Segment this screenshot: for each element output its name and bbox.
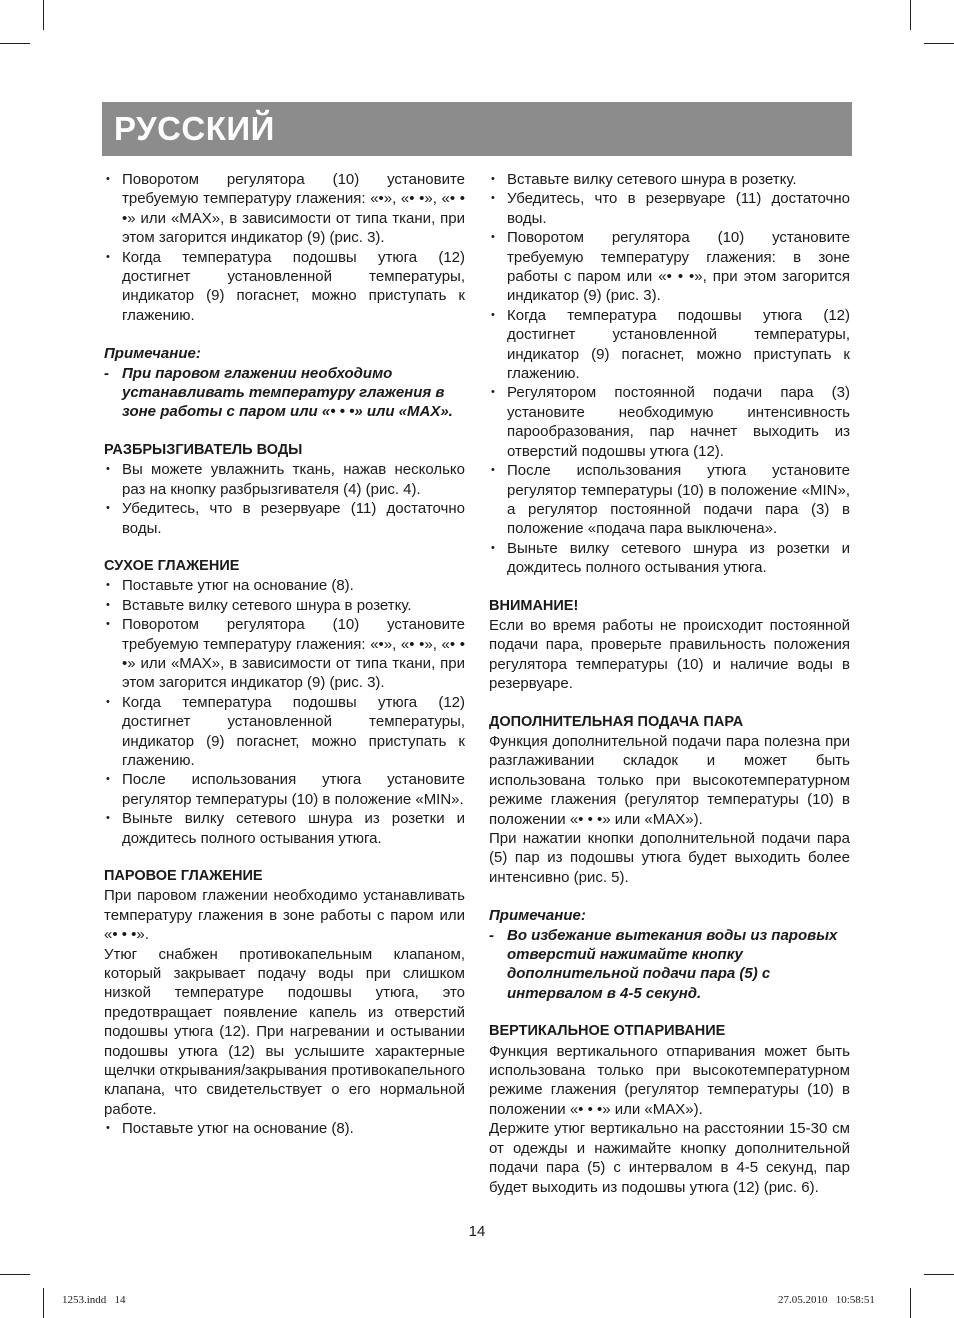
crop-mark bbox=[910, 0, 911, 30]
crop-mark bbox=[43, 1288, 44, 1318]
list-item: • Вставьте вилку сетевого шнура в розетку. bbox=[104, 596, 465, 615]
section-title-dry-ironing: СУХОЕ ГЛАЖЕНИЕ bbox=[104, 557, 240, 574]
left-column bbox=[104, 170, 465, 1139]
paragraph: При нажатии кнопки дополнительной подачи пара (5) пар из подошвы утюга будет выходить более интенсивно (рис. 5). bbox=[489, 830, 850, 886]
list-item: • Вставьте вилку сетевого шнура в розетку. bbox=[489, 170, 850, 189]
list-item: • Убедитесь, что в резервуаре (11) достаточно воды. bbox=[489, 189, 850, 228]
paragraph: При паровом глажении необходимо устанавливать температуру глажения в зоне работы с паром или «• • •». bbox=[104, 887, 465, 944]
right-column bbox=[489, 170, 850, 1197]
list-item: • Регулятором постоянной подачи пара (3) установите необходимую интенсивность парообразования, пар начнет выходить из отверстий подошвы утюга (12). bbox=[489, 383, 850, 461]
list-item: • После использования утюга установите регулятор температуры (10) в положение «MIN», а регулятор постоянной подачи пара (3) в положение «подача пара выключена». bbox=[489, 461, 850, 539]
page-number: 14 bbox=[468, 1223, 486, 1240]
paragraph: Если во время работы не происходит постоянной подачи пара, проверьте правильность положения регулятора температуры (10) и наличие воды в резервуаре. bbox=[489, 616, 850, 693]
language-header-bar bbox=[102, 102, 852, 156]
crop-mark bbox=[910, 1288, 911, 1318]
section-title-sprayer: РАЗБРЫЗГИВАТЕЛЬ ВОДЫ bbox=[104, 441, 303, 458]
note-text: - Во избежание вытекания воды из паровых отверстий нажимайте кнопку дополнительной подачи пара (5) с интервалом в 4-5 секунд. bbox=[489, 926, 838, 1002]
list-item: • Поворотом регулятора (10) установите требуемую температуру глажения: «•», «• •», «• • •» или «MAX», в зависимости от типа ткани, при этом загорится индикатор (9) (рис. 3). bbox=[104, 615, 465, 693]
list-item: • Поворотом регулятора (10) установите требуемую температуру глажения: в зоне работы с паром или «• • •», при этом загорится индикатор (9) (рис. 3). bbox=[489, 228, 850, 306]
list-item: • Когда температура подошвы утюга (12) достигнет установленной температуры, индикатор (9) погаснет, можно приступать к глажению. bbox=[489, 306, 850, 384]
sprayer-bullet-list bbox=[104, 460, 465, 538]
list-item: • Выньте вилку сетевого шнура из розетки и дождитесь полного остывания утюга. bbox=[104, 809, 465, 848]
crop-mark bbox=[0, 1274, 30, 1275]
list-item: • Поставьте утюг на основание (8). bbox=[104, 576, 465, 595]
note-title: Примечание: bbox=[104, 345, 201, 363]
list-item: • Когда температура подошвы утюга (12) достигнет установленной температуры, индикатор (9) погаснет, можно приступать к глажению. bbox=[104, 693, 465, 771]
section-title-vertical-steam: ВЕРТИКАЛЬНОЕ ОТПАРИВАНИЕ bbox=[489, 1023, 726, 1040]
list-item: • Поворотом регулятора (10) установите требуемую температуру глажения: «•», «• •», «• • •» или «MAX», в зависимости от типа ткани, при этом загорится индикатор (9) (рис. 3). bbox=[104, 170, 465, 248]
crop-mark bbox=[924, 1274, 954, 1275]
paragraph: Функция вертикального отпаривания может быть использована только при высокотемпературном режиме глажения (регулятор температуры (10) в положении «• • •» или «MAX»). bbox=[489, 1042, 850, 1118]
crop-mark bbox=[0, 43, 30, 44]
crop-mark bbox=[43, 0, 44, 30]
note-title: Примечание: bbox=[489, 907, 586, 925]
crop-mark bbox=[924, 43, 954, 44]
paragraph: Функция дополнительной подачи пара полезна при разглаживании складок и может быть использована только при высокотемпературном режиме глажения (регулятор температуры (10) в положении «• • •» или «MAX»). bbox=[489, 732, 850, 828]
intro-bullet-list bbox=[104, 170, 465, 325]
list-item: • Выньте вилку сетевого шнура из розетки и дождитесь полного остывания утюга. bbox=[489, 539, 850, 578]
note-text: - При паровом глажении необходимо устанавливать температуру глажения в зоне работы с паром или «• • •» или «MAX». bbox=[104, 364, 453, 421]
list-item: • Вы можете увлажнить ткань, нажав несколько раз на кнопку разбрызгивателя (4) (рис. 4). bbox=[104, 460, 465, 499]
section-title-steam-ironing: ПАРОВОЕ ГЛАЖЕНИЕ bbox=[104, 868, 263, 884]
list-item: • После использования утюга установите регулятор температуры (10) в положение «MIN». bbox=[104, 770, 465, 809]
steam-ironing-bullet-list bbox=[104, 1119, 465, 1138]
list-item: • Убедитесь, что в резервуаре (11) достаточно воды. bbox=[104, 499, 465, 538]
list-item: • Когда температура подошвы утюга (12) достигнет установленной температуры, индикатор (9) погаснет, можно приступать к глажению. bbox=[104, 248, 465, 326]
dry-ironing-bullet-list bbox=[104, 576, 465, 848]
paragraph: Держите утюг вертикально на расстоянии 15-30 см от одежды и нажимайте кнопку дополнительной подачи пара (5) с интервалом в 4-5 секунд, пар будет выходить из подошвы утюга (12) (рис. 6). bbox=[489, 1120, 850, 1196]
language-title: РУССКИЙ bbox=[114, 110, 275, 147]
footer-file-name: 1253.indd 14 bbox=[62, 1294, 126, 1306]
section-title-steam-boost: ДОПОЛНИТЕЛЬНАЯ ПОДАЧА ПАРА bbox=[489, 713, 744, 730]
footer-datetime: 27.05.2010 10:58:51 bbox=[778, 1294, 875, 1306]
section-title-warning: ВНИМАНИЕ! bbox=[489, 597, 579, 614]
steam-ironing-bullet-list-cont bbox=[489, 170, 850, 578]
paragraph: Утюг снабжен противокапельным клапаном, который закрывает подачу воды при слишком низкой температуре подошвы утюга, это предотвращает появление капель из отверстий подошвы утюга (12). При нагревании и остывании подошвы утюга (12) вы услышите характерные щелчки открывания/закрывания противокапельного клапана, что свидетельствует о его нормальной работе. bbox=[104, 945, 465, 1118]
list-item: • Поставьте утюг на основание (8). bbox=[104, 1119, 465, 1138]
